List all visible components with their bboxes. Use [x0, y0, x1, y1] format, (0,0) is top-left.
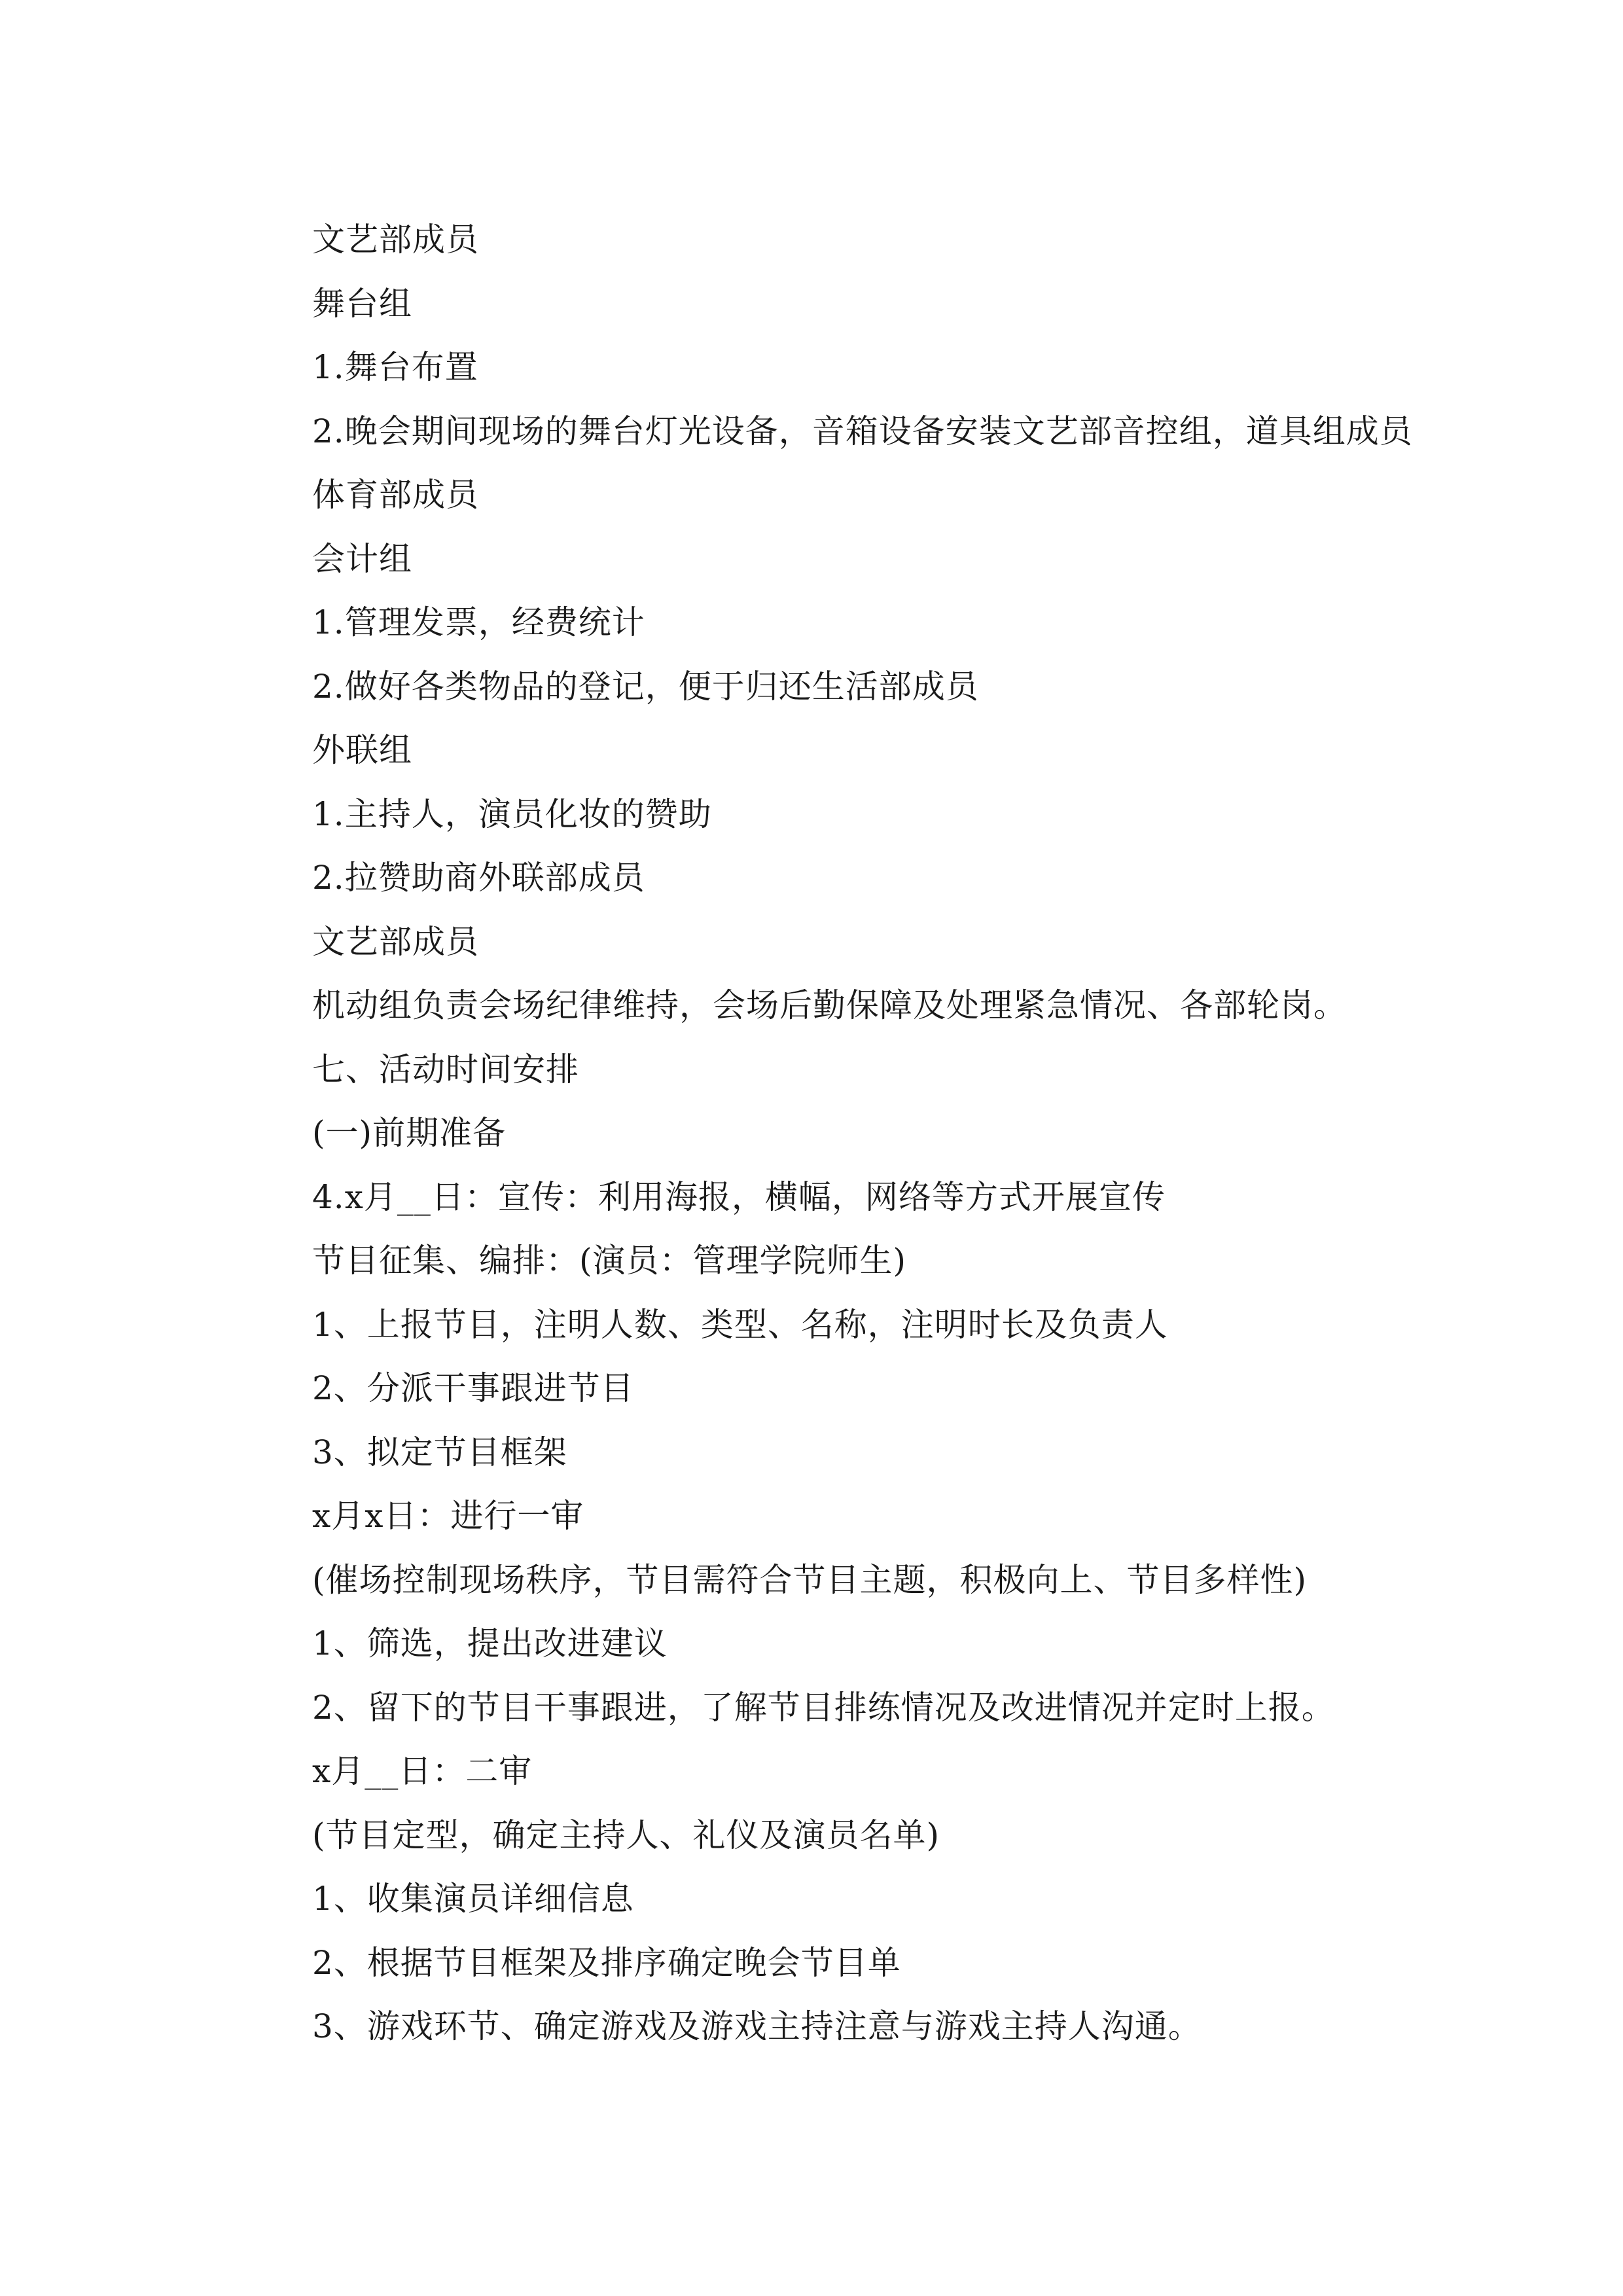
text-line: 1、筛选，提出改进建议 [312, 1624, 668, 1662]
document-body [312, 208, 1413, 2059]
text-line: 1、收集演员详细信息 [312, 1880, 634, 1918]
text-line: 会计组 [312, 539, 412, 578]
text-line: 机动组负责会场纪律维持，会场后勤保障及处理紧急情况、各部轮岗。 [312, 986, 1347, 1024]
text-line: 2、根据节目框架及排序确定晚会节目单 [312, 1943, 901, 1982]
text-line: 舞台组 [312, 284, 412, 323]
text-line: 2、分派干事跟进节目 [312, 1369, 634, 1407]
text-line: 3、拟定节目框架 [312, 1433, 567, 1471]
text-line: 4.x月__日：宣传：利用海报，横幅，网络等方式开展宣传 [312, 1177, 1166, 1216]
text-line: 2.拉赞助商外联部成员 [312, 859, 645, 897]
subsection-heading: (一)前期准备 [312, 1114, 507, 1152]
text-line: 2.晚会期间现场的舞台灯光设备，音箱设备安装文艺部音控组，道具组成员 [312, 412, 1413, 450]
section-heading: 七、活动时间安排 [312, 1050, 579, 1088]
text-line: x月__日：二审 [312, 1752, 533, 1790]
text-line: 2、留下的节目干事跟进，了解节目排练情况及改进情况并定时上报。 [312, 1688, 1335, 1727]
text-line: 节目征集、编排：(演员：管理学院师生) [312, 1242, 907, 1280]
text-line: x月x日：进行一审 [312, 1497, 584, 1535]
text-line: 文艺部成员 [312, 221, 479, 259]
text-line: 1.管理发票，经费统计 [312, 603, 645, 641]
text-line: 文艺部成员 [312, 922, 479, 961]
text-line: 体育部成员 [312, 476, 479, 514]
text-line: 1.主持人，演员化妆的赞助 [312, 795, 712, 833]
text-line: 外联组 [312, 731, 412, 769]
text-line: 3、游戏环节、确定游戏及游戏主持注意与游戏主持人沟通。 [312, 2007, 1202, 2045]
text-line: (催场控制现场秩序，节目需符合节目主题，积极向上、节目多样性) [312, 1560, 1308, 1599]
text-line: 1.舞台布置 [312, 348, 478, 386]
text-line: 1、上报节目，注明人数、类型、名称，注明时长及负责人 [312, 1305, 1168, 1344]
text-line: (节目定型，确定主持人、礼仪及演员名单) [312, 1816, 940, 1854]
text-line: 2.做好各类物品的登记，便于归还生活部成员 [312, 667, 979, 706]
